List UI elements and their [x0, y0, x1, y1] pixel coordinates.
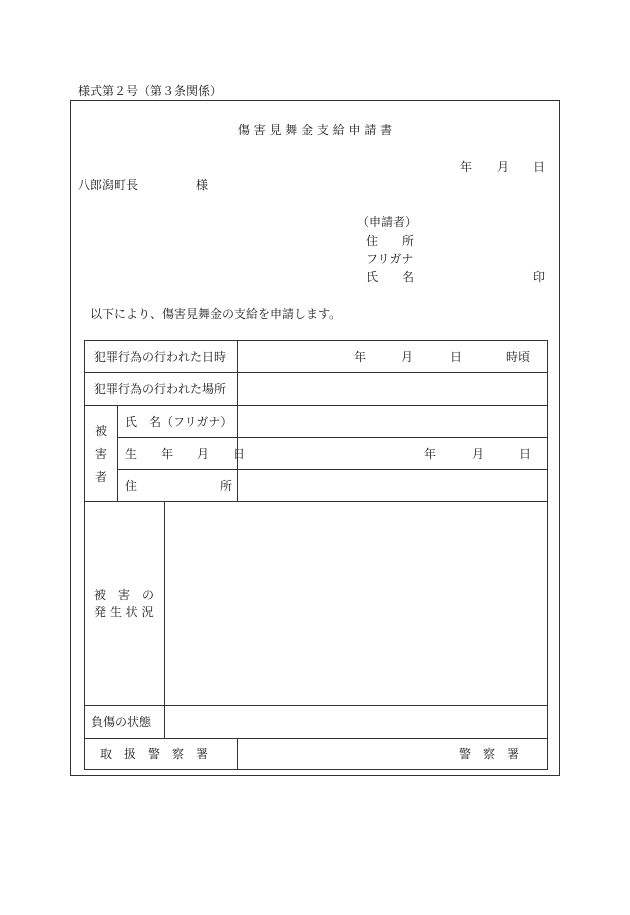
applicant-name-label: 氏 名	[366, 270, 415, 284]
birth-day-label: 日	[519, 447, 532, 461]
row-divider	[84, 372, 548, 373]
crime-year-label: 年	[354, 350, 367, 364]
crime-month-label: 月	[401, 350, 414, 364]
crime-time-label: 時頃	[506, 350, 531, 364]
addressee-name: 八郎潟町長	[78, 178, 139, 192]
row-divider	[117, 437, 548, 438]
date-day-label: 日	[533, 160, 546, 174]
row-divider	[84, 501, 548, 502]
victim-birth-label: 生 年 月 日	[125, 447, 246, 461]
form-number: 様式第２号（第３条関係）	[78, 84, 223, 98]
addressee-honorific: 様	[196, 178, 209, 192]
injury-state-label: 負傷の状態	[91, 715, 152, 729]
crime-place-label: 犯罪行為の行われた場所	[94, 382, 227, 396]
application-statement: 以下により、傷害見舞金の支給を申請します。	[90, 307, 342, 321]
applicant-furigana-label: フリガナ	[366, 252, 414, 266]
victim-group-char: 害	[95, 447, 108, 461]
victim-address-label: 住	[125, 479, 138, 493]
birth-year-label: 年	[424, 447, 437, 461]
column-divider	[164, 501, 165, 738]
column-divider	[237, 340, 238, 501]
victim-address-label-end: 所	[220, 479, 233, 493]
birth-month-label: 月	[472, 447, 485, 461]
row-divider	[84, 405, 548, 406]
form-title: 傷 害 見 舞 金 支 給 申 請 書	[237, 123, 393, 137]
police-station-suffix: 警 察 署	[459, 747, 520, 761]
applicant-heading: （申請者）	[357, 215, 418, 229]
damage-label-line1: 被 害 の	[94, 588, 155, 602]
police-station-label: 取 扱 警 察 署	[100, 747, 209, 761]
damage-label-line2: 発 生 状 況	[94, 605, 154, 619]
victim-group-char: 者	[95, 470, 108, 484]
applicant-address-label: 住 所	[366, 234, 415, 248]
column-divider	[237, 738, 238, 770]
crime-datetime-label: 犯罪行為の行われた日時	[94, 350, 227, 364]
seal-mark: 印	[533, 270, 546, 284]
victim-name-label: 氏 名（フリガナ）	[125, 415, 233, 429]
row-divider	[84, 705, 548, 706]
column-divider	[117, 405, 118, 501]
victim-group-char: 被	[95, 424, 108, 438]
crime-day-label: 日	[450, 350, 463, 364]
date-month-label: 月	[497, 160, 510, 174]
row-divider	[84, 738, 548, 739]
row-divider	[117, 469, 548, 470]
date-year-label: 年	[460, 160, 473, 174]
